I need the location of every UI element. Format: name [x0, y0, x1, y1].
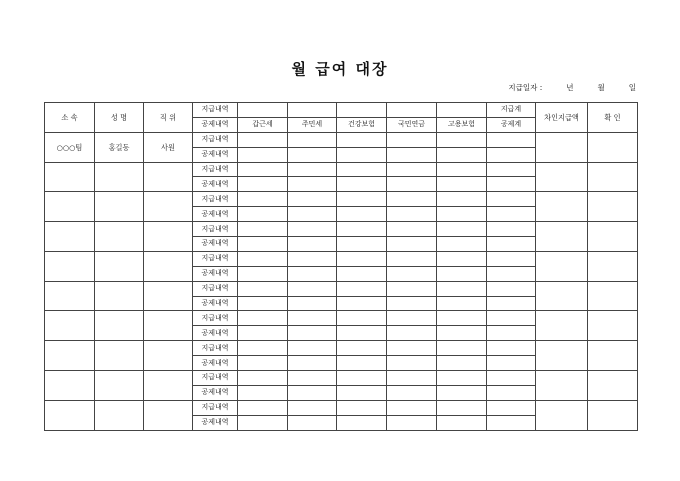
- name-cell[interactable]: 홍길동: [95, 132, 144, 162]
- net-pay-cell[interactable]: [536, 281, 588, 311]
- deduct-amount-cell[interactable]: [387, 296, 437, 311]
- deduct-amount-cell[interactable]: [337, 296, 387, 311]
- table-row: [45, 311, 638, 326]
- header-blank-cell: [437, 103, 487, 118]
- header-blank-cell: [288, 103, 337, 118]
- position-cell[interactable]: [144, 311, 193, 341]
- deduct-amount-cell[interactable]: [437, 207, 487, 222]
- confirm-cell[interactable]: [588, 400, 638, 430]
- dept-cell[interactable]: [45, 192, 95, 222]
- position-cell[interactable]: 사원: [144, 132, 193, 162]
- pay-amount-cell[interactable]: [387, 222, 437, 237]
- pay-date-line: [508, 82, 636, 93]
- deduct-amount-cell[interactable]: [288, 415, 337, 430]
- page-title: 월 급여 대장: [291, 60, 389, 78]
- pay-amount-cell[interactable]: [387, 341, 437, 356]
- deduct-amount-cell[interactable]: [437, 296, 487, 311]
- pay-amount-cell[interactable]: [337, 162, 387, 177]
- pay-details-label: 지급내역: [193, 281, 238, 296]
- name-cell[interactable]: [95, 251, 144, 281]
- pay-amount-cell[interactable]: [288, 371, 337, 386]
- header-health-insurance: 건강보험: [337, 117, 387, 132]
- pay-amount-cell[interactable]: [437, 222, 487, 237]
- pay-amount-cell[interactable]: [337, 400, 387, 415]
- pay-amount-cell[interactable]: [337, 281, 387, 296]
- deduct-amount-cell[interactable]: [337, 326, 387, 341]
- pay-amount-cell[interactable]: [288, 311, 337, 326]
- pay-amount-cell[interactable]: [387, 311, 437, 326]
- confirm-cell[interactable]: [588, 251, 638, 281]
- position-cell[interactable]: [144, 341, 193, 371]
- deduct-details-label: 공제내역: [193, 356, 238, 371]
- pay-amount-cell[interactable]: [288, 341, 337, 356]
- table-row: [45, 400, 638, 415]
- table-row: [45, 132, 638, 147]
- pay-amount-cell[interactable]: [387, 251, 437, 266]
- deduct-details-label: 공제내역: [193, 415, 238, 430]
- dept-cell[interactable]: [45, 400, 95, 430]
- pay-details-label: 지급내역: [193, 162, 238, 177]
- deduct-amount-cell[interactable]: [487, 296, 536, 311]
- deduct-details-label: 공제내역: [193, 326, 238, 341]
- pay-amount-cell[interactable]: [487, 162, 536, 177]
- net-pay-cell[interactable]: [536, 371, 588, 401]
- year-unit: 년: [566, 83, 574, 92]
- deduct-details-label: 공제내역: [193, 177, 238, 192]
- confirm-cell[interactable]: [588, 192, 638, 222]
- header-row-top: [45, 103, 638, 118]
- pay-amount-cell[interactable]: [487, 341, 536, 356]
- name-cell[interactable]: [95, 162, 144, 192]
- dept-cell[interactable]: [45, 162, 95, 192]
- deduct-details-label: 공제내역: [193, 266, 238, 281]
- name-cell[interactable]: [95, 222, 144, 252]
- deduct-amount-cell[interactable]: [387, 237, 437, 252]
- pay-amount-cell[interactable]: [437, 371, 487, 386]
- deduct-details-label: 공제내역: [193, 296, 238, 311]
- deduct-amount-cell[interactable]: [288, 266, 337, 281]
- confirm-cell[interactable]: [588, 311, 638, 341]
- confirm-cell[interactable]: [588, 341, 638, 371]
- pay-amount-cell[interactable]: [288, 222, 337, 237]
- payroll-table: [44, 102, 638, 431]
- dept-cell[interactable]: [45, 311, 95, 341]
- pay-amount-cell[interactable]: [238, 371, 288, 386]
- name-cell[interactable]: [95, 311, 144, 341]
- deduct-amount-cell[interactable]: [337, 177, 387, 192]
- pay-details-label: 지급내역: [193, 371, 238, 386]
- deduct-amount-cell[interactable]: [487, 385, 536, 400]
- deduct-details-label: 공제내역: [193, 237, 238, 252]
- pay-details-label: 지급내역: [193, 222, 238, 237]
- pay-amount-cell[interactable]: [238, 192, 288, 207]
- net-pay-cell[interactable]: [536, 311, 588, 341]
- header-deduct-details: 공제내역: [193, 117, 238, 132]
- pay-amount-cell[interactable]: [387, 162, 437, 177]
- net-pay-cell[interactable]: [536, 400, 588, 430]
- deduct-details-label: 공제내역: [193, 385, 238, 400]
- pay-amount-cell[interactable]: [437, 281, 487, 296]
- deduct-amount-cell[interactable]: [387, 326, 437, 341]
- dept-cell[interactable]: [45, 371, 95, 401]
- pay-amount-cell[interactable]: [437, 162, 487, 177]
- deduct-amount-cell[interactable]: [487, 326, 536, 341]
- deduct-amount-cell[interactable]: [487, 147, 536, 162]
- pay-amount-cell[interactable]: [288, 192, 337, 207]
- deduct-amount-cell[interactable]: [437, 177, 487, 192]
- position-cell[interactable]: [144, 251, 193, 281]
- net-pay-cell[interactable]: [536, 162, 588, 192]
- pay-amount-cell[interactable]: [387, 371, 437, 386]
- deduct-amount-cell[interactable]: [387, 415, 437, 430]
- pay-amount-cell[interactable]: [238, 281, 288, 296]
- month-unit: 월: [597, 83, 605, 92]
- pay-amount-cell[interactable]: [288, 400, 337, 415]
- deduct-amount-cell[interactable]: [288, 177, 337, 192]
- header-national-pension: 국민연금: [387, 117, 437, 132]
- pay-amount-cell[interactable]: [487, 281, 536, 296]
- pay-details-label: 지급내역: [193, 132, 238, 147]
- header-dept: 소 속: [45, 103, 95, 133]
- net-pay-cell[interactable]: [536, 251, 588, 281]
- pay-amount-cell[interactable]: [337, 311, 387, 326]
- pay-amount-cell[interactable]: [437, 311, 487, 326]
- deduct-amount-cell[interactable]: [337, 207, 387, 222]
- header-pay-total: 지급계: [487, 103, 536, 118]
- pay-amount-cell[interactable]: [238, 222, 288, 237]
- position-cell[interactable]: [144, 281, 193, 311]
- dept-cell[interactable]: [45, 251, 95, 281]
- deduct-amount-cell[interactable]: [238, 326, 288, 341]
- deduct-amount-cell[interactable]: [437, 356, 487, 371]
- pay-amount-cell[interactable]: [337, 132, 387, 147]
- deduct-amount-cell[interactable]: [238, 237, 288, 252]
- table-row: [45, 251, 638, 266]
- deduct-amount-cell[interactable]: [238, 356, 288, 371]
- name-cell[interactable]: [95, 281, 144, 311]
- pay-amount-cell[interactable]: [437, 341, 487, 356]
- deduct-details-label: 공제내역: [193, 147, 238, 162]
- header-confirm: 확 인: [588, 103, 638, 133]
- day-unit: 일: [628, 83, 636, 92]
- deduct-amount-cell[interactable]: [487, 266, 536, 281]
- position-cell[interactable]: [144, 192, 193, 222]
- pay-amount-cell[interactable]: [288, 281, 337, 296]
- net-pay-cell[interactable]: [536, 192, 588, 222]
- pay-amount-cell[interactable]: [238, 311, 288, 326]
- pay-amount-cell[interactable]: [487, 311, 536, 326]
- pay-amount-cell[interactable]: [437, 400, 487, 415]
- pay-amount-cell[interactable]: [337, 192, 387, 207]
- deduct-amount-cell[interactable]: [437, 415, 487, 430]
- deduct-amount-cell[interactable]: [487, 356, 536, 371]
- deduct-amount-cell[interactable]: [337, 266, 387, 281]
- header-position: 직 위: [144, 103, 193, 133]
- pay-amount-cell[interactable]: [387, 132, 437, 147]
- pay-amount-cell[interactable]: [437, 132, 487, 147]
- header-name: 성 명: [95, 103, 144, 133]
- deduct-amount-cell[interactable]: [487, 237, 536, 252]
- pay-amount-cell[interactable]: [238, 251, 288, 266]
- deduct-amount-cell[interactable]: [288, 207, 337, 222]
- net-pay-cell[interactable]: [536, 222, 588, 252]
- confirm-cell[interactable]: [588, 222, 638, 252]
- deduct-amount-cell[interactable]: [288, 385, 337, 400]
- pay-amount-cell[interactable]: [337, 371, 387, 386]
- deduct-amount-cell[interactable]: [238, 296, 288, 311]
- header-resident-tax: 주민세: [288, 117, 337, 132]
- deduct-amount-cell[interactable]: [437, 147, 487, 162]
- deduct-amount-cell[interactable]: [487, 177, 536, 192]
- name-cell[interactable]: [95, 341, 144, 371]
- pay-details-label: 지급내역: [193, 311, 238, 326]
- deduct-amount-cell[interactable]: [337, 385, 387, 400]
- pay-details-label: 지급내역: [193, 192, 238, 207]
- pay-details-label: 지급내역: [193, 341, 238, 356]
- deduct-amount-cell[interactable]: [487, 415, 536, 430]
- deduct-amount-cell[interactable]: [487, 207, 536, 222]
- deduct-amount-cell[interactable]: [288, 296, 337, 311]
- deduct-amount-cell[interactable]: [387, 385, 437, 400]
- table-row: [45, 341, 638, 356]
- deduct-amount-cell[interactable]: [387, 266, 437, 281]
- deduct-amount-cell[interactable]: [387, 207, 437, 222]
- deduct-amount-cell[interactable]: [337, 147, 387, 162]
- pay-amount-cell[interactable]: [487, 192, 536, 207]
- pay-amount-cell[interactable]: [487, 371, 536, 386]
- header-blank-cell: [387, 103, 437, 118]
- deduct-amount-cell[interactable]: [437, 237, 487, 252]
- position-cell[interactable]: [144, 371, 193, 401]
- table-row: [45, 281, 638, 296]
- position-cell[interactable]: [144, 400, 193, 430]
- pay-amount-cell[interactable]: [437, 251, 487, 266]
- deduct-amount-cell[interactable]: [337, 415, 387, 430]
- deduct-amount-cell[interactable]: [238, 177, 288, 192]
- dept-cell[interactable]: ○○○팀: [45, 132, 95, 162]
- pay-amount-cell[interactable]: [337, 222, 387, 237]
- confirm-cell[interactable]: [588, 281, 638, 311]
- pay-amount-cell[interactable]: [437, 192, 487, 207]
- pay-amount-cell[interactable]: [487, 132, 536, 147]
- pay-amount-cell[interactable]: [387, 281, 437, 296]
- deduct-amount-cell[interactable]: [238, 207, 288, 222]
- deduct-amount-cell[interactable]: [288, 147, 337, 162]
- pay-amount-cell[interactable]: [337, 251, 387, 266]
- pay-amount-cell[interactable]: [487, 251, 536, 266]
- deduct-amount-cell[interactable]: [238, 415, 288, 430]
- deduct-amount-cell[interactable]: [437, 326, 487, 341]
- net-pay-cell[interactable]: [536, 132, 588, 162]
- pay-date-label: 지급일자 :: [508, 83, 543, 92]
- header-income-tax: 갑근세: [238, 117, 288, 132]
- header-net-pay: 차인지급액: [536, 103, 588, 133]
- table-row: [45, 192, 638, 207]
- name-cell[interactable]: [95, 192, 144, 222]
- dept-cell[interactable]: [45, 222, 95, 252]
- name-cell[interactable]: [95, 400, 144, 430]
- header-blank-cell: [337, 103, 387, 118]
- deduct-amount-cell[interactable]: [387, 177, 437, 192]
- deduct-amount-cell[interactable]: [238, 266, 288, 281]
- deduct-amount-cell[interactable]: [288, 237, 337, 252]
- confirm-cell[interactable]: [588, 132, 638, 162]
- deduct-amount-cell[interactable]: [238, 385, 288, 400]
- deduct-details-label: 공제내역: [193, 207, 238, 222]
- table-row: [45, 162, 638, 177]
- pay-details-label: 지급내역: [193, 251, 238, 266]
- deduct-amount-cell[interactable]: [437, 385, 487, 400]
- table-row: [45, 222, 638, 237]
- pay-amount-cell[interactable]: [288, 162, 337, 177]
- deduct-amount-cell[interactable]: [337, 356, 387, 371]
- net-pay-cell[interactable]: [536, 341, 588, 371]
- name-cell[interactable]: [95, 371, 144, 401]
- dept-cell[interactable]: [45, 281, 95, 311]
- confirm-cell[interactable]: [588, 162, 638, 192]
- pay-amount-cell[interactable]: [487, 400, 536, 415]
- pay-amount-cell[interactable]: [238, 132, 288, 147]
- pay-amount-cell[interactable]: [487, 222, 536, 237]
- header-deduct-total: 공제계: [487, 117, 536, 132]
- pay-amount-cell[interactable]: [337, 341, 387, 356]
- pay-amount-cell[interactable]: [238, 400, 288, 415]
- pay-amount-cell[interactable]: [387, 192, 437, 207]
- header-blank-cell: [238, 103, 288, 118]
- pay-amount-cell[interactable]: [238, 341, 288, 356]
- header-employment-insurance: 고용보험: [437, 117, 487, 132]
- pay-details-label: 지급내역: [193, 400, 238, 415]
- position-cell[interactable]: [144, 162, 193, 192]
- pay-amount-cell[interactable]: [288, 251, 337, 266]
- deduct-amount-cell[interactable]: [238, 147, 288, 162]
- deduct-amount-cell[interactable]: [337, 237, 387, 252]
- deduct-amount-cell[interactable]: [288, 326, 337, 341]
- confirm-cell[interactable]: [588, 371, 638, 401]
- position-cell[interactable]: [144, 222, 193, 252]
- deduct-amount-cell[interactable]: [387, 356, 437, 371]
- header-pay-details: 지급내역: [193, 103, 238, 118]
- pay-amount-cell[interactable]: [288, 132, 337, 147]
- pay-amount-cell[interactable]: [238, 162, 288, 177]
- pay-amount-cell[interactable]: [387, 400, 437, 415]
- dept-cell[interactable]: [45, 341, 95, 371]
- table-row: [45, 371, 638, 386]
- deduct-amount-cell[interactable]: [288, 356, 337, 371]
- deduct-amount-cell[interactable]: [387, 147, 437, 162]
- deduct-amount-cell[interactable]: [437, 266, 487, 281]
